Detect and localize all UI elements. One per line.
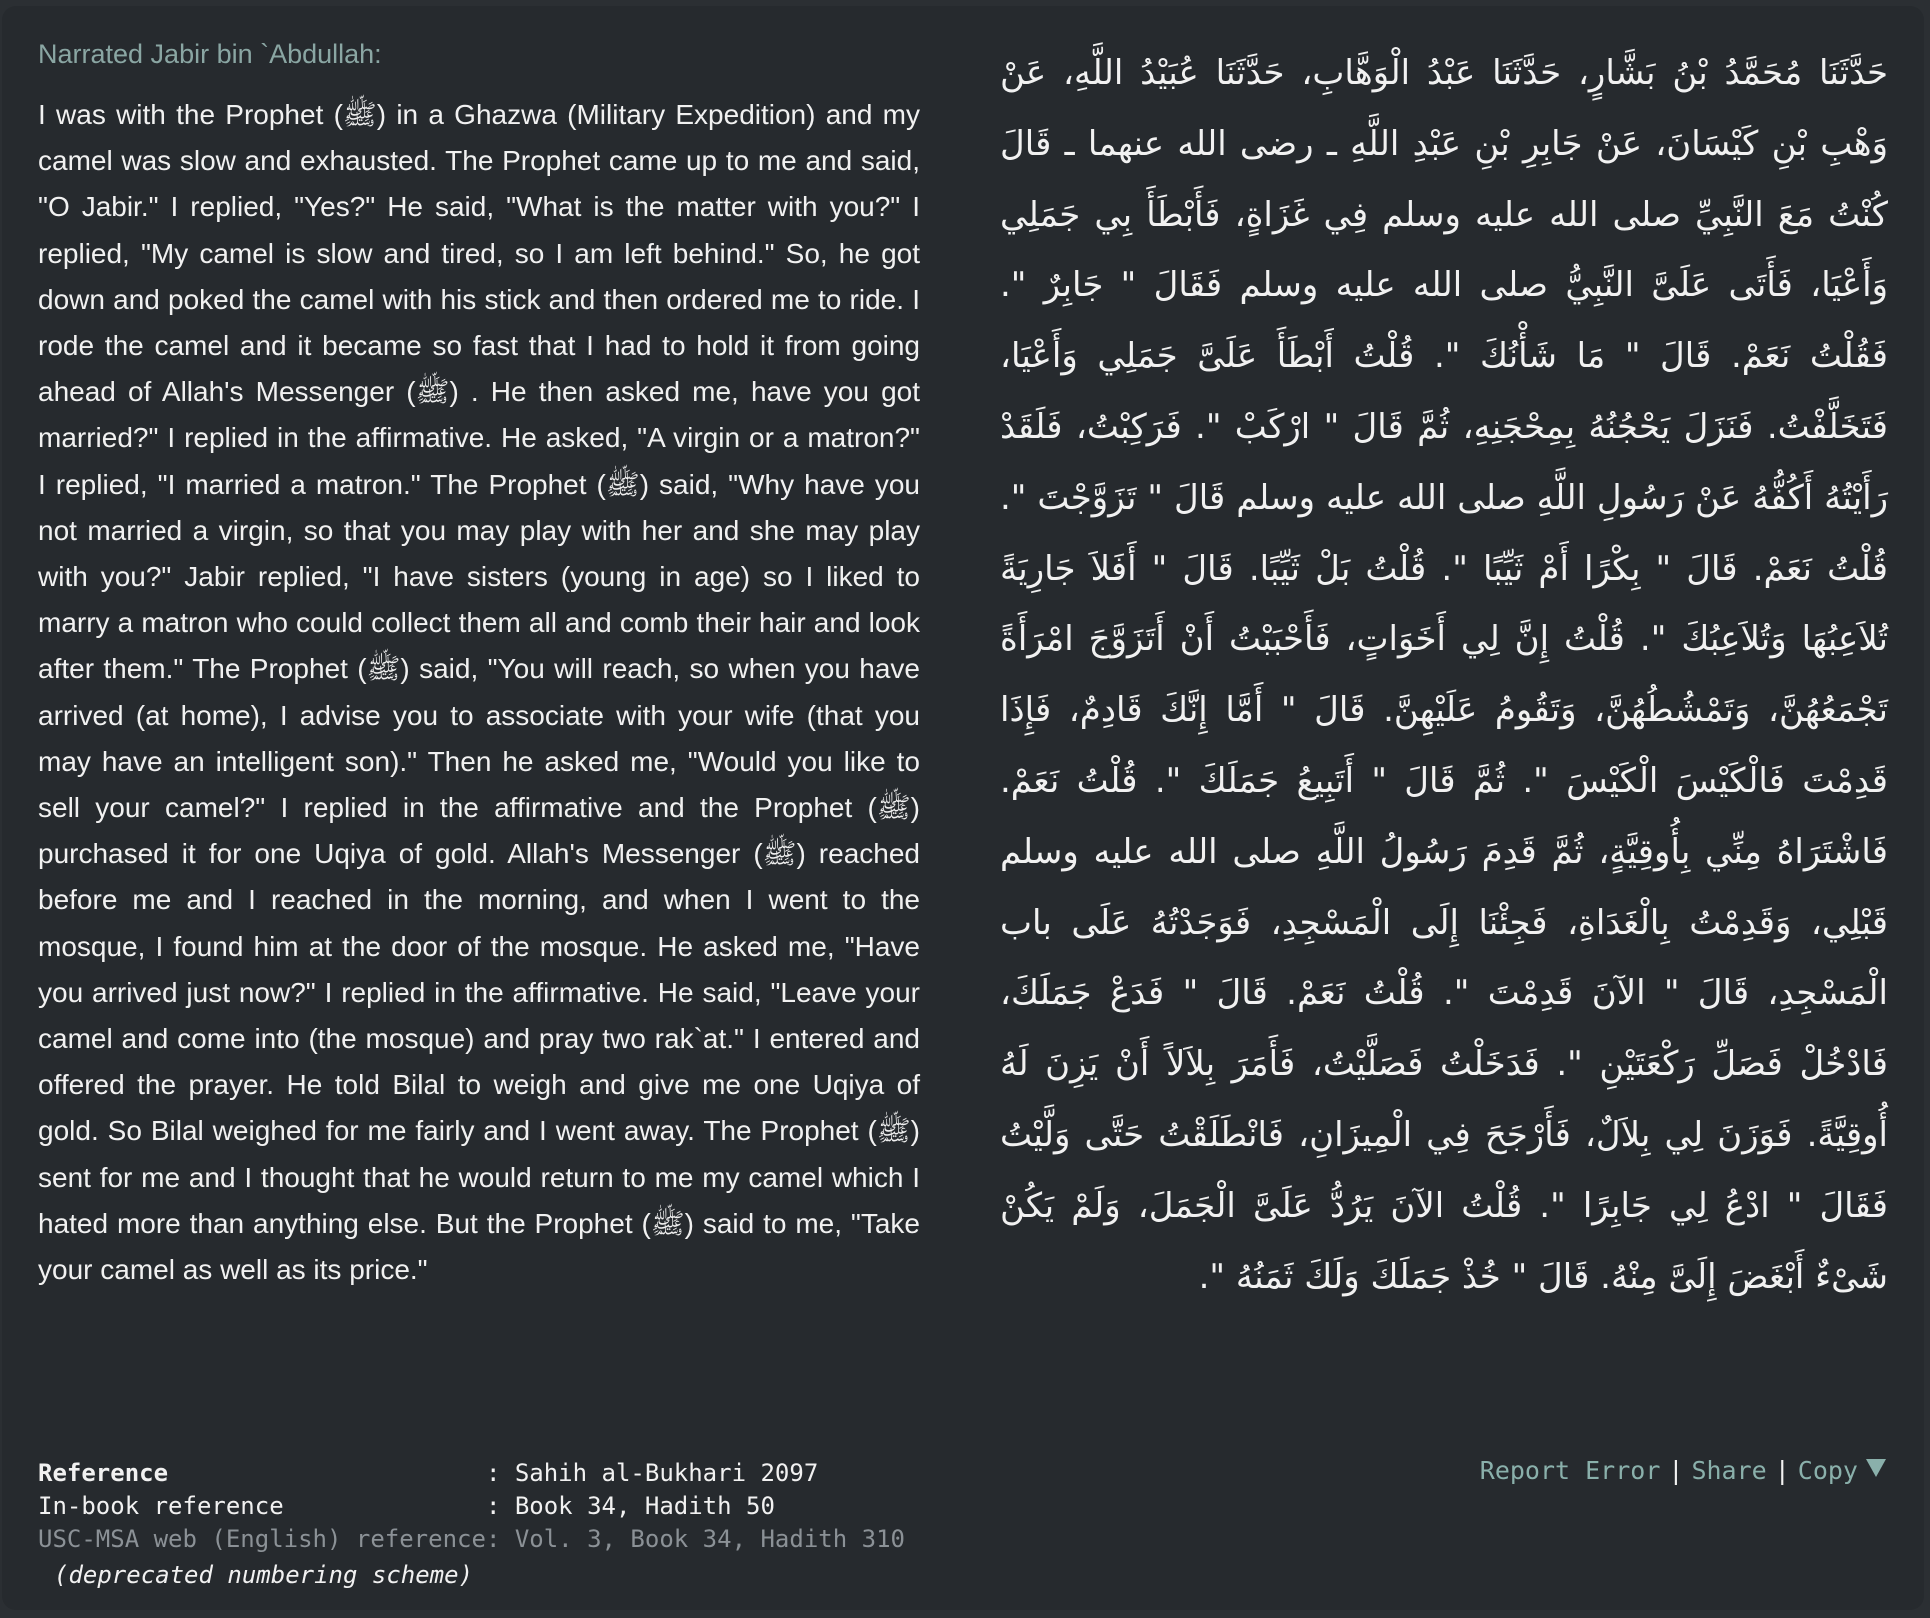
action-separator: | [1774,1456,1790,1485]
share-link[interactable]: Share [1691,1456,1767,1485]
hadith-card [2,6,1924,1610]
action-separator: | [1668,1456,1684,1485]
copy-link[interactable]: Copy [1797,1456,1858,1485]
usc-msa-reference-row [38,1523,905,1556]
copy-dropdown-caret-icon[interactable] [1866,1459,1886,1477]
arabic-hadith-text: حَدَّثَنَا مُحَمَّدُ بْنُ بَشَّارٍ، حَدَّثَنَا عَبْدُ الْوَهَّابِ، حَدَّثَنَا عُبَيْدُ اللَّهِ، عَنْ وَهْبِ بْنِ كَيْسَانَ، عَنْ جَابِرِ بْنِ عَبْدِ اللَّهِ ـ رضى الله عنهما ـ قَالَ كُنْتُ مَعَ النَّبِيِّ صلى الله عليه وسلم فِي غَزَاةٍ، فَأَبْطَأَ بِي جَمَلِي وَأَعْيَا، فَأَتَى عَلَىَّ النَّبِيُّ صلى الله عليه وسلم فَقَالَ " جَابِرٌ ". فَقُلْتُ نَعَمْ. قَالَ " مَا شَأْنُكَ ". قُلْتُ أَبْطَأَ عَلَىَّ جَمَلِي وَأَعْيَا، فَتَخَلَّفْتُ. فَنَزَلَ يَحْجُنُهُ بِمِحْجَنِهِ، ثُمَّ قَالَ " ارْكَبْ ". فَرَكِبْتُ، فَلَقَدْ رَأَيْتُهُ أَكُفُّهُ عَنْ رَسُولِ اللَّهِ صلى الله عليه وسلم قَالَ " تَزَوَّجْتَ ". قُلْتُ نَعَمْ. قَالَ " بِكْرًا أَمْ ثَيِّبًا ". قُلْتُ بَلْ ثَيِّبًا. قَالَ " أَفَلاَ جَارِيَةً تُلاَعِبُهَا وَتُلاَعِبُكَ ". قُلْتُ إِنَّ لِي أَخَوَاتٍ، فَأَحْبَبْتُ أَنْ أَتَزَوَّجَ امْرَأَةً تَجْمَعُهُنَّ، وَتَمْشُطُهُنَّ، وَتَقُومُ عَلَيْهِنَّ. قَالَ " أَمَّا إِنَّكَ قَادِمٌ، فَإِذَا قَدِمْتَ فَالْكَيْسَ الْكَيْسَ ". ثُمَّ قَالَ " أَتَبِيعُ جَمَلَكَ ". قُلْتُ نَعَمْ. فَاشْتَرَاهُ مِنِّي بِأُوقِيَّةٍ، ثُمَّ قَدِمَ رَسُولُ اللَّهِ صلى الله عليه وسلم قَبْلِي، وَقَدِمْتُ بِالْغَدَاةِ، فَجِئْنَا إِلَى الْمَسْجِدِ، فَوَجَدْتُهُ عَلَى باب الْمَسْجِدِ، قَالَ " الآنَ قَدِمْتَ ". قُلْتُ نَعَمْ. قَالَ " فَدَعْ جَمَلَكَ، فَادْخُلْ فَصَلِّ رَكْعَتَيْنِ ". فَدَخَلْتُ فَصَلَّيْتُ، فَأَمَرَ بِلاَلاً أَنْ يَزِنَ لَهُ أُوقِيَّةً. فَوَزَنَ لِي بِلاَلٌ، فَأَرْجَحَ فِي الْمِيزَانِ، فَانْطَلَقْتُ حَتَّى وَلَّيْتُ فَقَالَ " ادْعُ لِي جَابِرًا ". قُلْتُ الآنَ يَرُدُّ عَلَىَّ الْجَمَلَ، وَلَمْ يَكُنْ شَىْءٌ أَبْغَضَ إِلَىَّ مِنْهُ. قَالَ " خُذْ جَمَلَكَ وَلَكَ ثَمَنُهُ ". [1000,53,1888,1297]
narrator-heading: Narrated Jabir bin `Abdullah: [38,39,382,69]
hadith-actions [1480,1454,1886,1488]
usc-msa-reference-value: : Vol. 3, Book 34, Hadith 310 [485,1525,905,1553]
in-book-reference-row [38,1490,905,1523]
report-error-link[interactable]: Report Error [1479,1456,1661,1485]
reference-label: Reference [38,1459,169,1487]
reference-value: : Sahih al-Bukhari 2097 [485,1459,819,1487]
reference-table [38,1457,905,1556]
usc-msa-reference-label: USC-MSA web (English) reference [38,1525,486,1553]
in-book-reference-value: : Book 34, Hadith 50 [485,1492,775,1520]
english-hadith-text: I was with the Prophet (ﷺ) in a Ghazwa (Military Expedition) and my camel was slow and exhausted. The Prophet came up to me and said, "O Jabir." I replied, "Yes?" He said, "What is the matter with you?" I replied, "My camel is slow and tired, so I am left behind." So, he got down and poked the camel with his stick and then ordered me to ride. I rode the camel and it became so fast that I had to hold it from going ahead of Allah's Messenger (ﷺ) . He then asked me, have you got married?" I replied in the affirmative. He asked, "A virgin or a matron?" I replied, "I married a matron." The Prophet (ﷺ) said, "Why have you not married a virgin, so that you may play with her and she may play with you?" Jabir replied, "I have sisters (young in age) so I liked to marry a matron who could collect them all and comb their hair and look after them." The Prophet (ﷺ) said, "You will reach, so when you have arrived (at home), I advise you to associate with your wife (that you may have an intelligent son)." Then he asked me, "Would you like to sell your camel?" I replied in the affirmative and the Prophet (ﷺ) purchased it for one Uqiya of gold. Allah's Messenger (ﷺ) reached before me and I reached in the morning, and when I went to the mosque, I found him at the door of the mosque. He asked me, "Have you arrived just now?" I replied in the affirmative. He said, "Leave your camel and come into (the mosque) and pray two rak`at." I entered and offered the prayer. He told Bilal to weigh and give me one Uqiya of gold. So Bilal weighed for me fairly and I went away. The Prophet (ﷺ) sent for me and I thought that he would return to me my camel which I hated more than anything else. But the Prophet (ﷺ) said to me, "Take your camel as well as its price." [38,99,921,1286]
deprecated-numbering-note: (deprecated numbering scheme) [54,1561,474,1589]
reference-row [38,1457,905,1490]
in-book-reference-label: In-book reference [38,1492,284,1520]
